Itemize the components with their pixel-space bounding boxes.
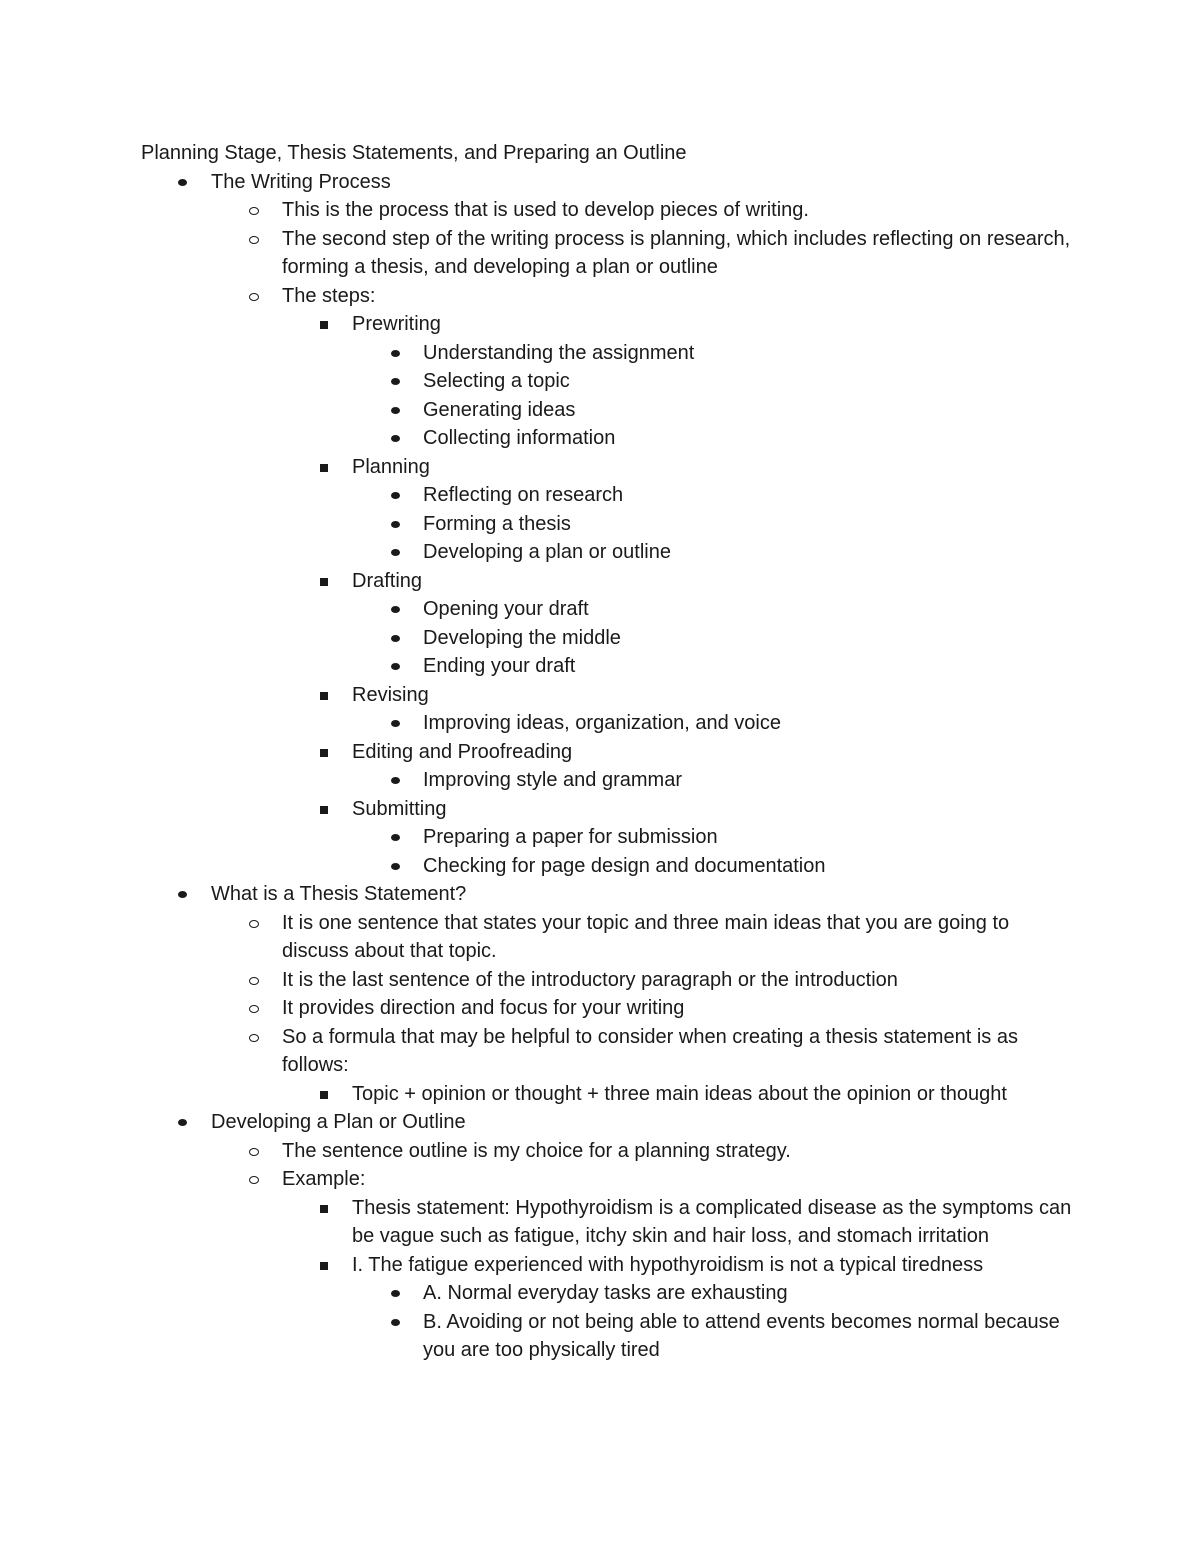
list-item-text: The sentence outline is my choice for a planning strategy. bbox=[282, 1139, 791, 1162]
section-plan-outline bbox=[141, 1108, 1081, 1137]
example-point bbox=[141, 1251, 1081, 1280]
circle-bullet-icon bbox=[245, 966, 265, 995]
disc-bullet-icon bbox=[386, 510, 406, 539]
square-bullet-icon bbox=[315, 567, 335, 596]
list-item-text: Opening your draft bbox=[423, 598, 589, 620]
square-bullet-icon bbox=[315, 1194, 335, 1223]
list-item-text: A. Normal everyday tasks are exhausting bbox=[423, 1282, 788, 1304]
section-heading: Developing a Plan or Outline bbox=[211, 1111, 466, 1133]
list-item-text: Collecting information bbox=[423, 427, 616, 449]
step-label: Planning bbox=[352, 455, 430, 478]
list-item-text: The second step of the writing process is planning, which includes reflecting on research, forming a thesis, and developing a plan or outline bbox=[282, 227, 1071, 278]
list-item-text: Developing the middle bbox=[423, 626, 621, 649]
list-item bbox=[141, 225, 1081, 282]
example-point-text: I. The fatigue experienced with hypothyroidism is not a typical tiredness bbox=[352, 1253, 984, 1276]
list-item-text: Forming a thesis bbox=[423, 512, 571, 535]
step-label: Drafting bbox=[352, 569, 423, 592]
disc-bullet-icon bbox=[173, 880, 193, 909]
thesis-formula bbox=[141, 1080, 1081, 1109]
list-item bbox=[141, 196, 1081, 225]
list-item-text: The steps: bbox=[282, 284, 376, 307]
disc-bullet-icon bbox=[386, 538, 406, 567]
example-thesis-text: Thesis statement: Hypothyroidism is a complicated disease as the symptoms can be vague such as fatigue, itchy skin and hair loss, and stomach irritation bbox=[352, 1196, 1072, 1247]
step-editing bbox=[141, 738, 1081, 767]
circle-bullet-icon bbox=[245, 994, 265, 1023]
example-thesis bbox=[141, 1194, 1081, 1251]
circle-bullet-icon bbox=[245, 196, 265, 225]
list-item bbox=[141, 994, 1081, 1023]
disc-bullet-icon bbox=[386, 766, 406, 795]
list-item-text: This is the process that is used to develop pieces of writing. bbox=[282, 199, 809, 221]
square-bullet-icon bbox=[315, 1251, 335, 1280]
square-bullet-icon bbox=[315, 795, 335, 824]
section-writing-process bbox=[141, 168, 1081, 197]
list-item bbox=[141, 909, 1081, 966]
list-item bbox=[141, 1279, 1081, 1308]
list-item bbox=[141, 1137, 1081, 1166]
list-item bbox=[141, 652, 1081, 681]
step-label: Prewriting bbox=[352, 313, 441, 335]
list-item bbox=[141, 367, 1081, 396]
disc-bullet-icon bbox=[386, 1308, 406, 1337]
list-item bbox=[141, 1165, 1081, 1194]
outline-list bbox=[141, 168, 1081, 1365]
document-title: Planning Stage, Thesis Statements, and Preparing an Outline bbox=[141, 142, 687, 164]
circle-bullet-icon bbox=[245, 1165, 265, 1194]
circle-bullet-icon bbox=[245, 282, 265, 311]
list-item bbox=[141, 709, 1081, 738]
step-label: Submitting bbox=[352, 797, 447, 820]
list-item-text: Developing a plan or outline bbox=[423, 541, 671, 563]
list-item bbox=[141, 282, 1081, 311]
list-item bbox=[141, 538, 1081, 567]
list-item bbox=[141, 424, 1081, 453]
list-item-text: B. Avoiding or not being able to attend events becomes normal because you are too physically tired bbox=[423, 1310, 1060, 1361]
list-item bbox=[141, 396, 1081, 425]
list-item bbox=[141, 852, 1081, 881]
square-bullet-icon bbox=[315, 681, 335, 710]
step-label: Editing and Proofreading bbox=[352, 740, 573, 763]
list-item-text: Preparing a paper for submission bbox=[423, 826, 718, 848]
list-item-text: Selecting a topic bbox=[423, 370, 570, 392]
disc-bullet-icon bbox=[386, 652, 406, 681]
disc-bullet-icon bbox=[386, 481, 406, 510]
list-item-text: It is the last sentence of the introductory paragraph or the introduction bbox=[282, 968, 898, 991]
square-bullet-icon bbox=[315, 1080, 335, 1109]
list-item bbox=[141, 1023, 1081, 1080]
section-thesis-statement bbox=[141, 880, 1081, 909]
list-item-text: Example: bbox=[282, 1168, 366, 1190]
disc-bullet-icon bbox=[386, 709, 406, 738]
list-item-text: Generating ideas bbox=[423, 398, 576, 421]
square-bullet-icon bbox=[315, 310, 335, 339]
list-item bbox=[141, 595, 1081, 624]
list-item bbox=[141, 510, 1081, 539]
list-item-text: Understanding the assignment bbox=[423, 341, 695, 364]
list-item-text: Improving style and grammar bbox=[423, 769, 682, 791]
circle-bullet-icon bbox=[245, 1137, 265, 1166]
list-item-text: It is one sentence that states your topic and three main ideas that you are going to discuss about that topic. bbox=[282, 911, 1010, 962]
list-item bbox=[141, 1308, 1081, 1365]
list-item-text: Ending your draft bbox=[423, 655, 576, 677]
disc-bullet-icon bbox=[386, 367, 406, 396]
circle-bullet-icon bbox=[245, 225, 265, 254]
list-item-text: It provides direction and focus for your writing bbox=[282, 997, 685, 1019]
disc-bullet-icon bbox=[386, 852, 406, 881]
list-item bbox=[141, 966, 1081, 995]
disc-bullet-icon bbox=[386, 595, 406, 624]
list-item bbox=[141, 481, 1081, 510]
disc-bullet-icon bbox=[386, 1279, 406, 1308]
list-item-text: So a formula that may be helpful to consider when creating a thesis statement is as follows: bbox=[282, 1025, 1018, 1076]
square-bullet-icon bbox=[315, 738, 335, 767]
step-planning bbox=[141, 453, 1081, 482]
list-item bbox=[141, 339, 1081, 368]
step-submitting bbox=[141, 795, 1081, 824]
circle-bullet-icon bbox=[245, 1023, 265, 1052]
section-heading: What is a Thesis Statement? bbox=[211, 883, 467, 905]
disc-bullet-icon bbox=[386, 823, 406, 852]
list-item-text: Checking for page design and documentation bbox=[423, 854, 826, 877]
step-prewriting bbox=[141, 310, 1081, 339]
step-revising bbox=[141, 681, 1081, 710]
square-bullet-icon bbox=[315, 453, 335, 482]
section-heading: The Writing Process bbox=[211, 170, 391, 193]
disc-bullet-icon bbox=[386, 339, 406, 368]
list-item-text: Improving ideas, organization, and voice bbox=[423, 712, 781, 734]
circle-bullet-icon bbox=[245, 909, 265, 938]
formula-text: Topic + opinion or thought + three main ideas about the opinion or thought bbox=[352, 1082, 1007, 1105]
disc-bullet-icon bbox=[173, 168, 193, 197]
disc-bullet-icon bbox=[386, 424, 406, 453]
list-item bbox=[141, 766, 1081, 795]
document-page bbox=[141, 139, 1081, 1365]
list-item bbox=[141, 168, 1081, 197]
disc-bullet-icon bbox=[386, 624, 406, 653]
list-item-text: Reflecting on research bbox=[423, 484, 624, 506]
step-label: Revising bbox=[352, 683, 429, 706]
list-item bbox=[141, 823, 1081, 852]
step-drafting bbox=[141, 567, 1081, 596]
disc-bullet-icon bbox=[173, 1108, 193, 1137]
disc-bullet-icon bbox=[386, 396, 406, 425]
list-item bbox=[141, 624, 1081, 653]
